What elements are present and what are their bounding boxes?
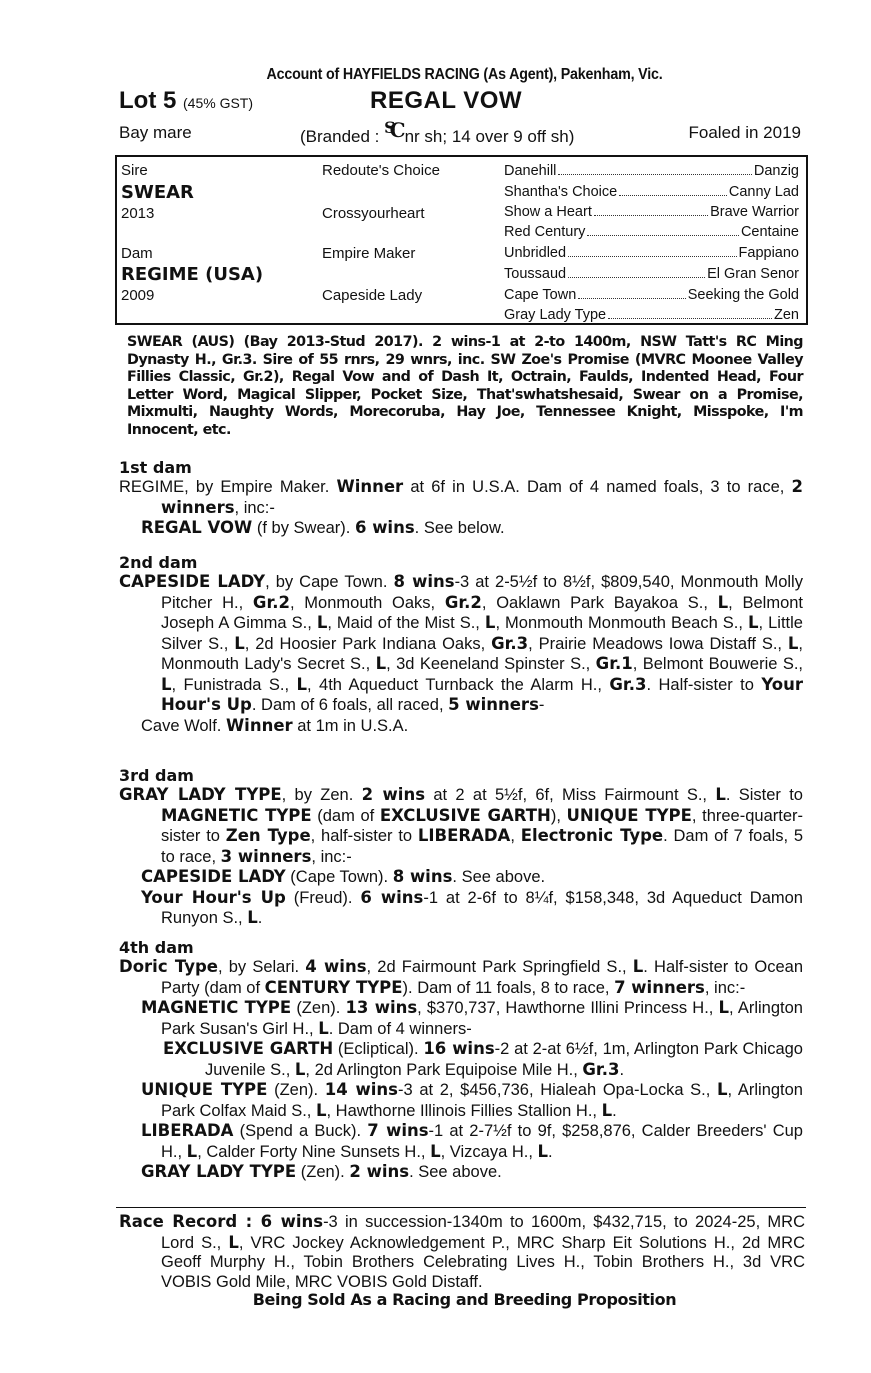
foaled-year: Foaled in 2019 bbox=[688, 123, 801, 142]
leader-dots bbox=[594, 204, 708, 216]
bold-text: L bbox=[787, 633, 799, 653]
bold-text: L bbox=[715, 785, 726, 804]
text: (Spend a Buck). bbox=[233, 1122, 368, 1140]
ancestor-sire: Danzig bbox=[753, 163, 799, 179]
text: -3 at 2-5½f to 8½f, $809,540, Monmouth Molly Pitcher H., bbox=[161, 573, 803, 612]
ancestor-name: Unbridled bbox=[504, 245, 567, 261]
ancestor-name: Shantha's Choice bbox=[504, 184, 618, 200]
text: , half-sister to bbox=[310, 827, 418, 845]
bold-text: EXCLUSIVE GARTH bbox=[379, 805, 551, 825]
dam-paragraph bbox=[119, 716, 803, 737]
bold-text: L bbox=[234, 633, 245, 653]
dam-section-1 bbox=[119, 458, 803, 539]
dam-year: 2009 bbox=[121, 287, 155, 304]
text: . bbox=[612, 1101, 617, 1120]
pedigree-line bbox=[504, 184, 799, 200]
bold-text: 2 wins bbox=[361, 785, 426, 804]
text: -3 at 2, $456,736, Hialeah Opa-Locka S., bbox=[398, 1081, 718, 1099]
ancestor-name: Danehill bbox=[504, 163, 557, 179]
brand-s: S bbox=[384, 118, 390, 137]
bold-text: L bbox=[296, 674, 308, 694]
bold-text: REGAL VOW bbox=[141, 518, 253, 537]
pedigree-line bbox=[504, 287, 799, 303]
dam-label: Dam bbox=[121, 245, 153, 262]
dam-paragraph bbox=[119, 518, 803, 539]
bold-text: 13 wins bbox=[345, 998, 418, 1017]
bold-text: GRAY LADY TYPE bbox=[141, 1162, 297, 1181]
bold-text: LIBERADA bbox=[141, 1121, 234, 1140]
text: (dam of bbox=[311, 806, 380, 825]
lot-label: Lot 5 bbox=[119, 87, 177, 114]
ancestor-name: Cape Town bbox=[504, 287, 577, 303]
bold-text: L bbox=[318, 1018, 329, 1038]
pedigree-line bbox=[504, 163, 799, 179]
bold-text: 7 winners bbox=[614, 977, 705, 997]
text: -3 in succession-1340m to 1600m, $432,715, to 2024-25, MRC Lord S., bbox=[161, 1213, 806, 1252]
bold-text: CENTURY TYPE bbox=[264, 977, 403, 997]
lot-header bbox=[119, 87, 810, 117]
granddam-paternal: Crossyourheart bbox=[322, 205, 425, 222]
bold-text: L bbox=[717, 592, 729, 612]
dam-paragraph bbox=[119, 998, 803, 1039]
text: , inc:- bbox=[234, 498, 275, 517]
text: , VRC Jockey Acknowledgement P., MRC Sharp Eit Solutions H., 2d MRC Geoff Murphy H., Tobin Brothers Celebrating Lives H., Tobin Brothers H., 3d VRC VOBIS Gold Mile, MRC VOBIS Gold Distaff. bbox=[161, 1233, 805, 1291]
sire-label: Sire bbox=[121, 162, 148, 179]
vendor-line: Account of HAYFIELDS RACING (As Agent), Pakenham, Vic. bbox=[266, 66, 663, 83]
pedigree-line bbox=[504, 245, 799, 261]
dam-heading: 2nd dam bbox=[119, 553, 198, 572]
bold-text: 2 winners bbox=[161, 477, 803, 517]
text: , Belmont Joseph A Gimma S., bbox=[161, 593, 804, 632]
dam-paragraph bbox=[119, 1080, 803, 1121]
leader-dots bbox=[568, 266, 705, 278]
text: , Hawthorne Illinois Fillies Stallion H., bbox=[326, 1101, 602, 1120]
text: . Sister to bbox=[725, 786, 803, 804]
bold-text: 14 wins bbox=[324, 1080, 398, 1099]
brand-mark-icon bbox=[384, 118, 399, 142]
leader-dots bbox=[608, 307, 772, 319]
dam-paragraph bbox=[119, 785, 803, 867]
bold-text: 8 wins bbox=[392, 867, 453, 886]
bold-text: 7 wins bbox=[367, 1121, 429, 1140]
text: , Monmouth Monmouth Beach S., bbox=[495, 614, 748, 632]
bold-text: Zen Type bbox=[225, 826, 311, 845]
text: (Zen). bbox=[296, 1163, 350, 1181]
text: , 2d Fairmount Park Springfield S., bbox=[366, 958, 633, 976]
text: , 2d Arlington Park Equipoise Mile H., bbox=[305, 1060, 583, 1079]
ancestor-name: Gray Lady Type bbox=[504, 307, 607, 323]
bold-text: CAPESIDE LADY bbox=[141, 867, 286, 886]
dam-paragraph bbox=[119, 957, 803, 998]
bold-text: 6 wins bbox=[354, 518, 415, 537]
text: (Zen). bbox=[267, 1081, 325, 1099]
text: , inc:- bbox=[311, 847, 352, 866]
bold-text: L bbox=[186, 1141, 198, 1161]
text: , by Selari. bbox=[217, 958, 306, 976]
pedigree-line bbox=[504, 224, 799, 240]
gst-note: (45% GST) bbox=[183, 95, 254, 111]
bold-text: MAGNETIC TYPE bbox=[161, 805, 312, 825]
sale-proposition: Being Sold As a Racing and Breeding Proposition bbox=[252, 1290, 677, 1309]
sire-year: 2013 bbox=[121, 205, 155, 222]
text: ), bbox=[550, 806, 567, 825]
bold-text: L bbox=[718, 998, 730, 1017]
brand-prefix: (Branded : bbox=[300, 127, 385, 146]
leader-dots bbox=[619, 184, 727, 196]
bold-text: GRAY LADY TYPE bbox=[119, 785, 282, 804]
text: - bbox=[538, 696, 545, 714]
dam-paragraph bbox=[119, 888, 803, 929]
text: . Dam of 4 winners- bbox=[328, 1019, 472, 1038]
bold-text: 16 wins bbox=[423, 1039, 495, 1058]
text: . bbox=[257, 909, 263, 927]
lot-number bbox=[119, 87, 253, 115]
text: . bbox=[548, 1142, 553, 1161]
text: -2 at 2-at 6½f, 1m, Arlington Park Chicago Juvenile S., bbox=[205, 1040, 803, 1079]
dam-heading: 1st dam bbox=[119, 458, 192, 477]
ancestor-name: Show a Heart bbox=[504, 204, 592, 220]
bold-text: L bbox=[294, 1059, 306, 1079]
bold-text: 5 winners bbox=[448, 695, 539, 714]
text: , Belmont Bouwerie S., bbox=[632, 655, 804, 673]
dam-paragraph bbox=[119, 1162, 803, 1183]
dam-heading: 3rd dam bbox=[119, 766, 194, 785]
ancestor-name: Toussaud bbox=[504, 266, 567, 282]
text: . Half-sister to Ocean Party (dam of bbox=[161, 958, 803, 997]
text: . Half-sister to bbox=[646, 675, 762, 694]
bold-text: L bbox=[247, 908, 258, 927]
pedigree-line bbox=[504, 204, 799, 220]
dam-paragraph bbox=[119, 477, 803, 518]
leader-dots bbox=[587, 224, 739, 236]
granddam-maternal: Capeside Lady bbox=[322, 287, 423, 304]
text: . See below. bbox=[414, 519, 505, 537]
pedigree-table bbox=[115, 155, 808, 325]
text: , Arlington Park Colfax Maid S., bbox=[161, 1081, 803, 1120]
text: at 6f in U.S.A. Dam of 4 named foals, 3 to race, bbox=[403, 478, 792, 496]
pedigree-line bbox=[504, 266, 799, 282]
ancestor-name: Red Century bbox=[504, 224, 586, 240]
text: Cave Wolf. bbox=[141, 716, 226, 735]
bold-text: Your Hour's Up bbox=[141, 887, 286, 907]
dam-section-2 bbox=[119, 553, 803, 736]
bold-text: UNIQUE TYPE bbox=[566, 805, 692, 825]
bold-text: L bbox=[537, 1141, 549, 1161]
race-record bbox=[119, 1212, 805, 1292]
text: (Cape Town). bbox=[285, 868, 393, 886]
bold-text: L bbox=[748, 613, 759, 632]
ancestor-sire: Brave Warrior bbox=[710, 204, 799, 220]
bold-text: EXCLUSIVE GARTH bbox=[163, 1039, 334, 1058]
bold-text: 6 wins bbox=[360, 887, 424, 907]
bold-text: UNIQUE TYPE bbox=[141, 1080, 268, 1099]
dam-section-3 bbox=[119, 766, 803, 929]
ancestor-sire: Centaine bbox=[740, 224, 799, 240]
ancestor-sire: Seeking the Gold bbox=[687, 287, 799, 303]
text: , Monmouth Lady's Secret S., bbox=[161, 634, 804, 673]
bold-text: 4 wins bbox=[305, 957, 367, 976]
text: -1 at 2-7½f to 9f, $258,876, Calder Breeders' Cup H., bbox=[161, 1122, 803, 1161]
bold-text: 3 winners bbox=[220, 846, 312, 866]
text: , 2d Hoosier Park Indiana Oaks, bbox=[244, 634, 492, 653]
bold-text: LIBERADA bbox=[417, 826, 511, 845]
ancestor-sire: El Gran Senor bbox=[707, 266, 799, 282]
pedigree-line bbox=[504, 307, 799, 323]
text: ). Dam of 11 foals, 8 to race, bbox=[402, 978, 615, 997]
ancestor-sire: Zen bbox=[774, 307, 799, 323]
bold-text: Winner bbox=[225, 715, 293, 735]
text: . Dam of 7 foals, 5 to race, bbox=[161, 827, 803, 866]
text: , Oaklawn Park Bayakoa S., bbox=[481, 593, 718, 612]
bold-text: L bbox=[228, 1232, 239, 1252]
horse-name: REGAL VOW bbox=[370, 87, 523, 114]
leader-dots bbox=[568, 245, 736, 257]
text: . bbox=[619, 1060, 625, 1079]
bold-text: 8 wins bbox=[393, 572, 455, 591]
bold-text: 2 wins bbox=[349, 1162, 410, 1181]
text: , by Cape Town. bbox=[265, 573, 394, 591]
dam-paragraph bbox=[119, 572, 803, 716]
sire-name: SWEAR bbox=[121, 182, 194, 203]
text: , Monmouth Oaks, bbox=[289, 593, 445, 612]
text: , Calder Forty Nine Sunsets H., bbox=[197, 1142, 431, 1161]
bold-text: L bbox=[601, 1100, 613, 1120]
brand-c: C bbox=[389, 118, 400, 142]
text: , Funistrada S., bbox=[171, 675, 297, 694]
text: . Dam of 6 foals, all raced, bbox=[251, 696, 449, 714]
brand-description bbox=[300, 118, 575, 147]
dam-paragraph bbox=[119, 1121, 803, 1162]
bold-text: L bbox=[430, 1141, 441, 1161]
text: -1 at 2-6f to 8¼f, $158,348, 3d Aqueduct Damon Runyon S., bbox=[161, 888, 803, 927]
bold-text: L bbox=[315, 1100, 327, 1120]
bold-text: L bbox=[632, 957, 644, 976]
text: , by Zen. bbox=[281, 786, 362, 804]
bold-text: CAPESIDE LADY bbox=[119, 572, 266, 591]
text: REGIME, by Empire Maker. bbox=[119, 478, 337, 496]
text: . See above. bbox=[452, 868, 546, 886]
text: , Maid of the Mist S., bbox=[327, 614, 485, 632]
race-record-text bbox=[119, 1212, 805, 1292]
dam-heading: 4th dam bbox=[119, 938, 194, 957]
text: at 2 at 5½f, 6f, Miss Fairmount S., bbox=[425, 786, 716, 804]
ancestor-sire: Canny Lad bbox=[728, 184, 799, 200]
text: , Prairie Meadows Iowa Distaff S., bbox=[528, 634, 788, 653]
bold-text: Gr.3 bbox=[491, 633, 529, 653]
dam-section-4 bbox=[119, 938, 803, 1183]
bold-text: L bbox=[316, 613, 328, 632]
bold-text: Gr.2 bbox=[252, 592, 290, 612]
sire-summary: SWEAR (AUS) (Bay 2013-Stud 2017). 2 wins-1 at 2-to 1400m, NSW Tatt's RC Ming Dynasty H., Gr.3. Sire of 55 rnrs, 29 wnrs, inc. SW Zoe's Promise (MVRC Moonee Valley Fillies Classic, Gr.2), Regal Vow and of Dash It, Octrain, Faulds, Indented Head, Four Letter Word, Magical Slipper, Pocket Size, That'swhatshesaid, Swear on a Promise, Mixmulti, Naughty Words, Morecoruba, Hay Joe, Tennessee Knight, Misspoke, I'm Innocent, etc. bbox=[127, 334, 803, 438]
text: at 1m in U.S.A. bbox=[292, 716, 409, 735]
bold-text: L bbox=[161, 674, 172, 694]
text: , 3d Keeneland Spinster S., bbox=[386, 655, 596, 673]
leader-dots bbox=[578, 287, 685, 299]
bold-text: Race Record : 6 wins bbox=[119, 1212, 324, 1231]
bold-text: L bbox=[717, 1080, 728, 1099]
text: , Little Silver S., bbox=[161, 614, 803, 653]
leader-dots bbox=[558, 163, 751, 175]
text: , 4th Aqueduct Turnback the Alarm H., bbox=[307, 675, 610, 694]
text: , three-quarter-sister to bbox=[161, 806, 803, 845]
ancestor-sire: Fappiano bbox=[738, 245, 799, 261]
bold-text: L bbox=[375, 654, 387, 673]
text: , inc:- bbox=[704, 978, 746, 997]
bold-text: Gr.3 bbox=[609, 674, 647, 694]
divider bbox=[116, 1207, 806, 1208]
horse-sex: Bay mare bbox=[119, 123, 192, 142]
bold-text: Gr.3 bbox=[582, 1059, 620, 1079]
bold-text: L bbox=[484, 613, 496, 632]
text: (f by Swear). bbox=[252, 519, 355, 537]
text: , Vizcaya H., bbox=[440, 1142, 538, 1161]
bold-text: Doric Type bbox=[119, 957, 218, 976]
text: (Zen). bbox=[291, 999, 346, 1017]
bold-text: MAGNETIC TYPE bbox=[141, 998, 292, 1017]
grandsire-maternal: Empire Maker bbox=[322, 245, 416, 262]
dam-name: REGIME (USA) bbox=[121, 264, 264, 285]
bold-text: Your Hour's Up bbox=[161, 674, 803, 714]
text: , bbox=[510, 827, 521, 845]
text: , Arlington Park Susan's Girl H., bbox=[161, 999, 803, 1038]
bold-text: Winner bbox=[336, 477, 404, 496]
dam-paragraph bbox=[119, 867, 803, 888]
bold-text: Gr.1 bbox=[595, 654, 633, 673]
bold-text: Gr.2 bbox=[444, 592, 482, 612]
grandsire-paternal: Redoute's Choice bbox=[322, 162, 440, 179]
text: , $370,737, Hawthorne Illini Princess H., bbox=[417, 999, 719, 1017]
bold-text: Electronic Type bbox=[520, 826, 664, 845]
brand-suffix: nr sh; 14 over 9 off sh) bbox=[404, 127, 575, 146]
dam-paragraph bbox=[119, 1039, 803, 1080]
text: (Ecliptical). bbox=[333, 1040, 424, 1058]
text: (Freud). bbox=[285, 888, 361, 907]
text: . See above. bbox=[409, 1163, 502, 1181]
